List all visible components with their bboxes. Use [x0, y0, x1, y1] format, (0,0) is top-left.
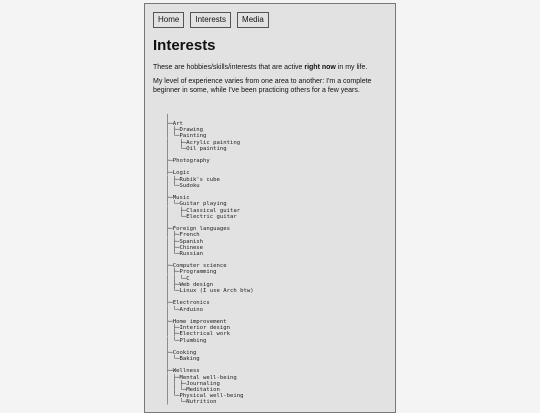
tree-item: │ └─Oil painting — [166, 145, 227, 152]
nav-interests-button[interactable]: Interests — [190, 12, 231, 28]
tree-item: │ └─Plumbing — [166, 337, 207, 344]
tree-item: ├─Art — [166, 120, 183, 127]
intro-paragraph-1 — [153, 63, 387, 72]
tree-item: │ — [166, 151, 170, 158]
nav-bar — [153, 12, 387, 28]
intro-paragraph-2: My level of experience varies from one area to another: I'm a complete beginner in some, while I've been practicing others for a few years. — [153, 77, 372, 94]
nav-home-button[interactable]: Home — [153, 12, 184, 28]
tree-item: │ — [166, 294, 170, 301]
tree-item: │ └─Baking — [166, 356, 200, 363]
nav-media-button[interactable]: Media — [237, 12, 269, 28]
tree-item: │ └─Guitar playing — [166, 201, 227, 208]
tree-item: │ └─Sudoku — [166, 182, 200, 189]
tree-item: │ ├─Chinese — [166, 244, 204, 251]
tree-item: │ — [166, 114, 170, 121]
tree-item: │ ├─Electrical work — [166, 331, 230, 338]
tree-item: │ ├─Acrylic painting — [166, 139, 241, 146]
tree-item: │ │ ├─Journaling — [166, 380, 220, 387]
tree-item: │ — [166, 312, 170, 319]
tree-item: ├─Electronics — [166, 300, 210, 307]
intro-text: These are hobbies/skills/interests that are active — [153, 63, 305, 71]
tree-item: │ ├─Spanish — [166, 238, 204, 245]
tree-item: ├─Wellness — [166, 368, 200, 375]
tree-item: │ ├─Drawing — [166, 127, 204, 134]
tree-item: ├─Computer science — [166, 263, 227, 270]
tree-item: ├─Music — [166, 195, 190, 202]
tree-item: │ ├─Web design — [166, 281, 214, 288]
tree-item: │ └─Arduino — [166, 306, 204, 313]
content-panel — [144, 3, 396, 413]
tree-item: │ — [166, 219, 170, 226]
tree-item: ├─Logic — [166, 170, 190, 177]
tree-item: │ ├─Mental well-being — [166, 374, 237, 381]
tree-item: │ └─Physical well-being — [166, 393, 244, 400]
tree-item: │ ├─French — [166, 232, 200, 239]
tree-item: │ ├─Programming — [166, 269, 217, 276]
page-title: Interests — [153, 37, 216, 54]
tree-item: │ — [166, 362, 170, 369]
tree-item: │ │ └─Meditation — [166, 387, 220, 394]
tree-item: │ └─Electric guitar — [166, 213, 237, 220]
tree-item: ├─Cooking — [166, 349, 197, 356]
intro-text-end: in my life. — [335, 63, 368, 71]
tree-item: │ — [166, 257, 170, 264]
tree-item: │ └─Nutrition — [166, 399, 217, 406]
interests-tree — [166, 115, 387, 406]
tree-item: ├─Home improvement — [166, 318, 227, 325]
tree-item: │ └─Russian — [166, 250, 204, 257]
tree-item: │ └─Painting — [166, 133, 207, 140]
tree-item: ├─Foreign languages — [166, 226, 230, 233]
intro-emphasis: right now — [304, 63, 336, 71]
tree-item: │ — [166, 189, 170, 196]
tree-item: │ ├─Classical guitar — [166, 207, 241, 214]
tree-item: ├─Photography — [166, 158, 210, 165]
tree-item: │ — [166, 164, 170, 171]
tree-item: │ │ └─C — [166, 275, 190, 282]
tree-item: │ — [166, 343, 170, 350]
tree-item: │ └─Linux (I use Arch btw) — [166, 288, 254, 295]
tree-item: │ ├─Interior design — [166, 325, 230, 332]
tree-item: │ ├─Rubik's cube — [166, 176, 220, 183]
